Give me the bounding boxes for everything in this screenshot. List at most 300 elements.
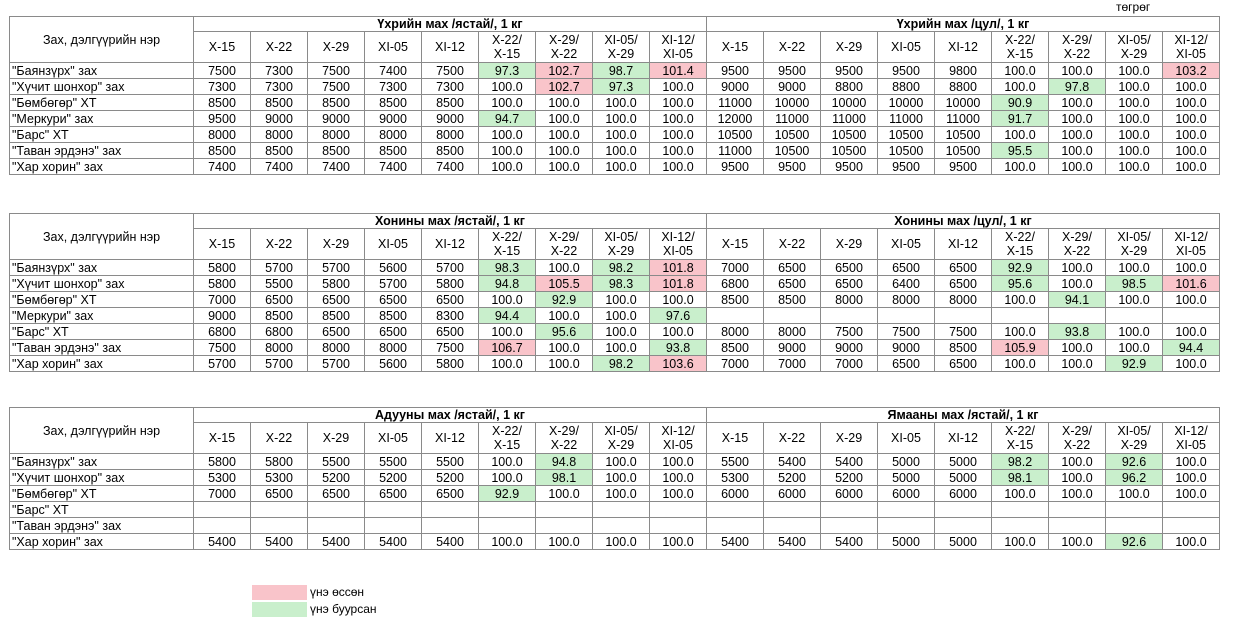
price-cell: 100.0 [593,486,650,502]
price-cell: 7300 [194,79,251,95]
price-cell: 103.2 [1163,63,1220,79]
price-cell: 9000 [308,111,365,127]
price-cell: 11000 [764,111,821,127]
price-cell [878,518,935,534]
price-cell: 9500 [878,63,935,79]
price-cell: 5800 [194,276,251,292]
column-header: XI-05/ X-29 [1106,423,1163,454]
price-cell: 8500 [707,292,764,308]
price-cell: 100.0 [1163,79,1220,95]
price-cell [593,502,650,518]
price-cell: 8300 [422,308,479,324]
price-cell [1106,308,1163,324]
price-cell: 5700 [422,260,479,276]
price-cell: 6500 [764,276,821,292]
price-cell [1163,502,1220,518]
group-title-left: Хонины мах /ястай/, 1 кг [194,214,707,229]
price-cell: 8000 [821,292,878,308]
price-cell: 9000 [251,111,308,127]
price-cell: 100.0 [593,95,650,111]
price-cell: 100.0 [992,534,1049,550]
price-cell: 6500 [308,486,365,502]
legend-price-down-label: үнэ буурсан [310,602,377,616]
column-header: XI-12/ XI-05 [650,32,707,63]
price-cell: 100.0 [593,127,650,143]
price-cell [764,502,821,518]
price-cell: 8000 [308,340,365,356]
price-cell [1049,308,1106,324]
price-cell: 7500 [194,340,251,356]
price-cell: 7500 [308,79,365,95]
column-header: XI-05 [365,229,422,260]
price-cell [365,502,422,518]
price-cell: 7400 [365,63,422,79]
price-cell: 5000 [935,454,992,470]
column-header: X-15 [707,423,764,454]
column-header: X-22 [764,32,821,63]
price-cell [251,518,308,534]
market-name: "Хар хорин" зах [10,534,194,550]
price-cell: 100.0 [1049,534,1106,550]
price-cell: 100.0 [992,127,1049,143]
price-cell: 6000 [707,486,764,502]
price-cell: 7000 [707,356,764,372]
price-cell: 101.4 [650,63,707,79]
price-cell: 100.0 [650,470,707,486]
price-cell: 9000 [764,79,821,95]
price-cell: 11000 [935,111,992,127]
group-title-right: Ямааны мах /ястай/, 1 кг [707,408,1220,423]
price-cell: 5300 [707,470,764,486]
market-name: "Хар хорин" зах [10,159,194,175]
price-cell: 6500 [422,324,479,340]
price-cell: 11000 [707,143,764,159]
column-header: X-22/ X-15 [479,32,536,63]
price-cell: 8500 [422,95,479,111]
price-cell [878,502,935,518]
price-cell: 6500 [821,260,878,276]
column-header: X-22 [251,423,308,454]
price-cell: 102.7 [536,63,593,79]
table-row [10,470,1220,486]
price-cell: 100.0 [479,454,536,470]
price-cell [1163,518,1220,534]
price-cell: 100.0 [1163,470,1220,486]
column-header: XI-12 [935,229,992,260]
price-cell [194,502,251,518]
table-row [10,276,1220,292]
price-cell: 100.0 [1106,95,1163,111]
price-cell: 8500 [251,308,308,324]
price-cell: 92.6 [1106,534,1163,550]
price-cell: 100.0 [1106,143,1163,159]
price-cell [1106,502,1163,518]
price-cell: 102.7 [536,79,593,95]
price-cell [707,518,764,534]
table-row [10,324,1220,340]
table-row [10,356,1220,372]
price-cell: 10500 [878,143,935,159]
market-name: "Хар хорин" зах [10,356,194,372]
price-cell: 94.8 [536,454,593,470]
price-cell: 10500 [878,127,935,143]
price-cell: 7400 [308,159,365,175]
price-cell: 5400 [194,534,251,550]
price-cell: 6000 [935,486,992,502]
price-cell: 8500 [365,143,422,159]
table-row [10,63,1220,79]
price-cell: 5500 [707,454,764,470]
price-cell: 100.0 [536,159,593,175]
price-cell: 10000 [764,95,821,111]
column-header: XI-12/ XI-05 [1163,32,1220,63]
table-row [10,111,1220,127]
price-cell: 8000 [251,340,308,356]
price-cell [650,518,707,534]
price-cell: 9500 [764,63,821,79]
price-cell: 100.0 [593,340,650,356]
price-cell: 8000 [194,127,251,143]
price-cell: 8800 [821,79,878,95]
price-cell [878,308,935,324]
market-name: "Таван эрдэнэ" зах [10,143,194,159]
price-cell: 5300 [251,470,308,486]
price-cell: 100.0 [650,95,707,111]
price-cell: 12000 [707,111,764,127]
price-cell: 6500 [308,292,365,308]
price-cell: 6500 [764,260,821,276]
market-name: "Бөмбөгөр" ХТ [10,95,194,111]
market-name: "Меркури" зах [10,308,194,324]
price-cell: 100.0 [1106,159,1163,175]
price-cell [308,502,365,518]
price-cell: 9500 [878,159,935,175]
price-cell: 101.8 [650,276,707,292]
price-cell: 10500 [821,143,878,159]
price-cell: 92.9 [1106,356,1163,372]
price-cell: 95.6 [536,324,593,340]
price-cell: 5700 [251,356,308,372]
column-header: XI-05/ X-29 [1106,229,1163,260]
column-header: X-22/ X-15 [992,423,1049,454]
market-name: "Бөмбөгөр" ХТ [10,292,194,308]
price-cell: 100.0 [479,159,536,175]
price-cell: 100.0 [650,534,707,550]
price-cell: 5200 [764,470,821,486]
price-cell: 106.7 [479,340,536,356]
column-header: X-29 [308,423,365,454]
price-cell: 10500 [764,127,821,143]
price-cell: 10000 [878,95,935,111]
price-cell: 5000 [935,470,992,486]
price-cell: 6800 [707,276,764,292]
column-header: X-22 [251,229,308,260]
price-cell: 5700 [308,356,365,372]
price-cell: 100.0 [479,324,536,340]
price-cell: 100.0 [1163,127,1220,143]
price-cell [764,308,821,324]
price-cell: 97.3 [479,63,536,79]
price-cell: 100.0 [1106,486,1163,502]
price-cell: 100.0 [1049,470,1106,486]
table-row [10,486,1220,502]
price-cell: 100.0 [593,143,650,159]
price-cell: 10500 [935,143,992,159]
table-row [10,534,1220,550]
market-name: "Барс" ХТ [10,127,194,143]
price-cell: 5800 [422,356,479,372]
market-name: "Хүчит шонхор" зах [10,276,194,292]
price-cell: 11000 [707,95,764,111]
column-header: X-29 [821,423,878,454]
price-cell: 100.0 [1049,111,1106,127]
price-cell: 93.8 [1049,324,1106,340]
column-header: X-15 [707,32,764,63]
price-cell: 100.0 [593,292,650,308]
price-cell [365,518,422,534]
column-header: X-15 [194,229,251,260]
price-cell: 5500 [251,276,308,292]
market-name: "Барс" ХТ [10,324,194,340]
price-cell: 7500 [308,63,365,79]
price-cell: 5800 [194,260,251,276]
price-cell: 5400 [251,534,308,550]
price-cell [1163,308,1220,324]
price-cell: 9000 [194,308,251,324]
price-cell: 7000 [764,356,821,372]
price-cell: 100.0 [1049,159,1106,175]
price-cell: 5800 [251,454,308,470]
column-header: XI-05 [365,32,422,63]
price-cell: 9000 [764,340,821,356]
price-cell [992,502,1049,518]
price-cell: 100.0 [1163,111,1220,127]
market-name: "Баянзүрх" зах [10,454,194,470]
price-cell: 100.0 [1163,356,1220,372]
column-header: XI-05/ X-29 [593,32,650,63]
table-row [10,260,1220,276]
price-cell: 9000 [365,111,422,127]
price-cell: 7300 [251,63,308,79]
column-header: X-22/ X-15 [992,32,1049,63]
table-row [10,454,1220,470]
market-name: "Меркури" зах [10,111,194,127]
price-cell: 5400 [707,534,764,550]
price-cell: 100.0 [650,292,707,308]
price-cell: 8000 [878,292,935,308]
column-header: XI-12 [935,32,992,63]
price-cell: 7500 [422,340,479,356]
price-cell [194,518,251,534]
price-cell: 7500 [422,63,479,79]
price-cell: 8500 [422,143,479,159]
price-cell [479,518,536,534]
price-cell: 95.6 [992,276,1049,292]
horse-goat-price-table [9,407,1220,550]
table-row [10,518,1220,534]
price-cell: 5700 [251,260,308,276]
price-cell: 100.0 [1163,159,1220,175]
table-row [10,308,1220,324]
price-cell: 8500 [935,340,992,356]
legend-price-up-swatch [252,585,307,600]
row-header-label: Зах, дэлгүүрийн нэр [10,17,194,63]
price-cell [422,518,479,534]
price-cell: 8800 [935,79,992,95]
price-cell: 100.0 [1049,95,1106,111]
price-cell: 100.0 [1049,127,1106,143]
price-cell: 8500 [251,95,308,111]
price-cell: 8000 [365,127,422,143]
price-cell: 100.0 [1049,143,1106,159]
price-cell: 7400 [194,159,251,175]
price-cell: 100.0 [536,143,593,159]
price-cell: 100.0 [1106,324,1163,340]
column-header: X-29/ X-22 [536,32,593,63]
column-header: XI-12 [422,423,479,454]
price-cell: 98.1 [536,470,593,486]
price-cell: 100.0 [1106,340,1163,356]
price-cell: 100.0 [593,324,650,340]
price-cell: 100.0 [650,111,707,127]
price-cell: 100.0 [536,534,593,550]
price-cell: 7000 [194,292,251,308]
column-header: XI-05/ X-29 [1106,32,1163,63]
price-cell: 6500 [365,324,422,340]
price-cell: 100.0 [536,95,593,111]
price-cell: 5400 [764,454,821,470]
column-header: XI-12/ XI-05 [1163,423,1220,454]
market-name: "Хүчит шонхор" зах [10,470,194,486]
price-cell: 6500 [422,486,479,502]
price-cell: 5000 [935,534,992,550]
market-name: "Баянзүрх" зах [10,260,194,276]
price-cell: 100.0 [1163,454,1220,470]
price-cell: 100.0 [1049,63,1106,79]
market-name: "Таван эрдэнэ" зах [10,340,194,356]
group-title-left: Үхрийн мах /ястай/, 1 кг [194,17,707,32]
mutton-price-table [9,213,1220,372]
price-cell [821,308,878,324]
price-cell: 7400 [422,159,479,175]
price-cell: 100.0 [593,308,650,324]
column-header: X-15 [194,423,251,454]
price-cell: 5500 [422,454,479,470]
beef-price-table [9,16,1220,175]
legend-price-down-swatch [252,602,307,617]
price-cell: 100.0 [650,486,707,502]
price-cell: 98.3 [479,260,536,276]
price-cell: 9000 [878,340,935,356]
price-cell: 100.0 [992,63,1049,79]
price-cell: 100.0 [992,486,1049,502]
price-cell: 6500 [251,292,308,308]
price-cell: 9500 [821,63,878,79]
price-cell: 8000 [365,340,422,356]
price-cell: 100.0 [479,292,536,308]
price-cell: 5400 [821,454,878,470]
row-header-label: Зах, дэлгүүрийн нэр [10,214,194,260]
column-header: XI-05 [878,32,935,63]
price-cell: 100.0 [650,454,707,470]
price-cell: 100.0 [479,127,536,143]
price-cell: 100.0 [479,79,536,95]
price-cell [479,502,536,518]
price-cell: 8000 [935,292,992,308]
price-cell: 7500 [878,324,935,340]
price-cell: 7300 [422,79,479,95]
price-cell: 6500 [935,276,992,292]
column-header: XI-12/ XI-05 [650,423,707,454]
price-cell [821,518,878,534]
table-row [10,159,1220,175]
price-cell: 6500 [878,260,935,276]
column-header: X-22 [764,229,821,260]
price-cell: 8500 [764,292,821,308]
price-cell: 98.2 [593,260,650,276]
price-cell: 100.0 [536,486,593,502]
price-cell: 100.0 [479,470,536,486]
price-cell: 100.0 [992,324,1049,340]
price-cell: 100.0 [1049,454,1106,470]
price-cell: 6500 [878,356,935,372]
price-cell [935,308,992,324]
price-cell: 5200 [821,470,878,486]
price-cell: 98.3 [593,276,650,292]
price-cell: 100.0 [1163,260,1220,276]
column-header: XI-05 [878,423,935,454]
column-header: X-15 [194,32,251,63]
price-cell: 7000 [821,356,878,372]
price-cell [707,308,764,324]
price-cell: 100.0 [536,260,593,276]
price-cell: 9000 [422,111,479,127]
price-cell: 100.0 [479,534,536,550]
column-header: X-15 [707,229,764,260]
column-header: X-22/ X-15 [479,423,536,454]
row-header-label: Зах, дэлгүүрийн нэр [10,408,194,454]
price-cell: 8500 [365,95,422,111]
price-cell: 11000 [878,111,935,127]
price-cell: 100.0 [1049,356,1106,372]
price-cell: 6500 [935,356,992,372]
price-cell: 8000 [707,324,764,340]
price-cell: 7500 [194,63,251,79]
market-name: "Барс" ХТ [10,502,194,518]
price-cell: 100.0 [992,79,1049,95]
price-cell: 100.0 [1049,260,1106,276]
price-cell: 7500 [821,324,878,340]
price-cell: 8500 [194,95,251,111]
price-cell: 8500 [365,308,422,324]
price-cell: 5800 [194,454,251,470]
price-cell: 6400 [878,276,935,292]
price-cell: 100.0 [536,356,593,372]
table-row [10,292,1220,308]
market-name: "Баянзүрх" зах [10,63,194,79]
price-cell [821,502,878,518]
column-header: X-29 [308,229,365,260]
price-cell: 94.8 [479,276,536,292]
price-cell: 105.9 [992,340,1049,356]
price-cell: 10500 [935,127,992,143]
price-cell: 8000 [764,324,821,340]
price-cell: 6500 [935,260,992,276]
price-cell: 100.0 [479,143,536,159]
price-cell: 6000 [878,486,935,502]
price-cell: 9500 [821,159,878,175]
price-cell: 6500 [365,292,422,308]
